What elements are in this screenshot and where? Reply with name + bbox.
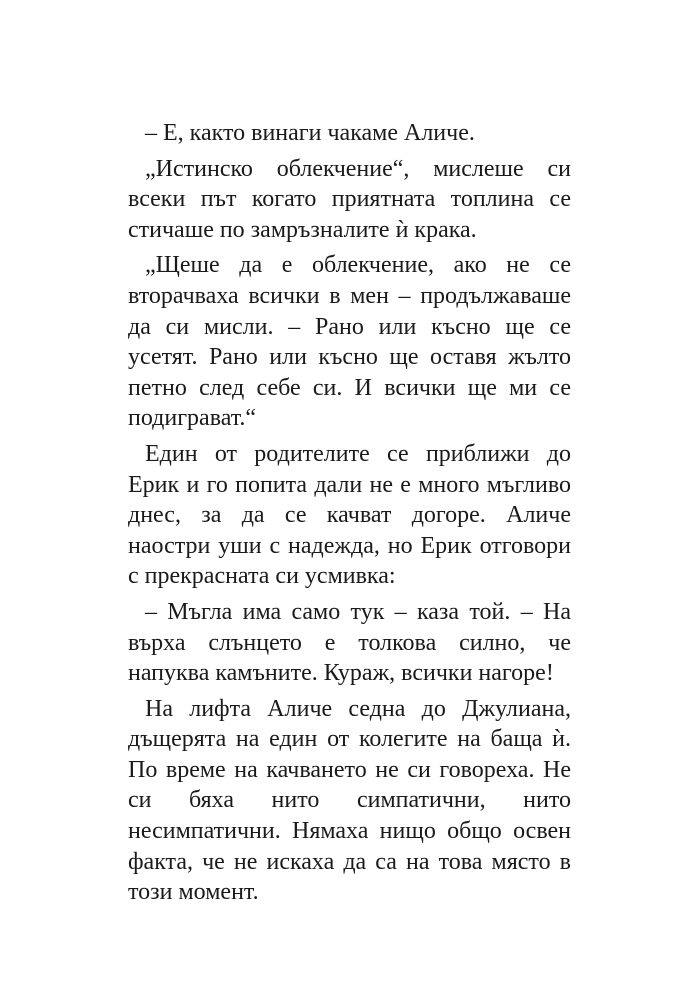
paragraph: „Истинско облекчение“, мислеше си всеки път когато приятната топлина се стичаше по замръзналите ѝ крака. (128, 155, 571, 243)
paragraph: На лифта Аличе седна до Джулиана, дъщерята на един от колегите на баща ѝ. По време на качването не си говореха. Не си бяха нито симпатични, нито несимпатични. Нямаха нищо общо освен факта, че не искаха да са на това място в този момент. (128, 695, 571, 906)
paragraph: – Мъгла има само тук – каза той. – На върха слънцето е толкова силно, че напуква камъните. Кураж, всички нагоре! (128, 598, 571, 687)
book-page (128, 118, 571, 913)
paragraph: – Е, както винаги чакаме Аличе. (145, 120, 475, 146)
paragraph: Един от родителите се приближи до Ерик и го попита дали не е много мъгливо днес, за да се качват догоре. Аличе наостри уши с надежда, но Ерик отговори с прекрасната си усмивка: (128, 440, 571, 590)
paragraph: „Щеше да е облекчение, ако не се вторачваха всички в мен – продължаваше да си мисли. – Рано или късно ще се усетят. Рано или късно ще оставя жълто петно след себе си. И всички ще ми се подиграват.“ (128, 252, 571, 432)
